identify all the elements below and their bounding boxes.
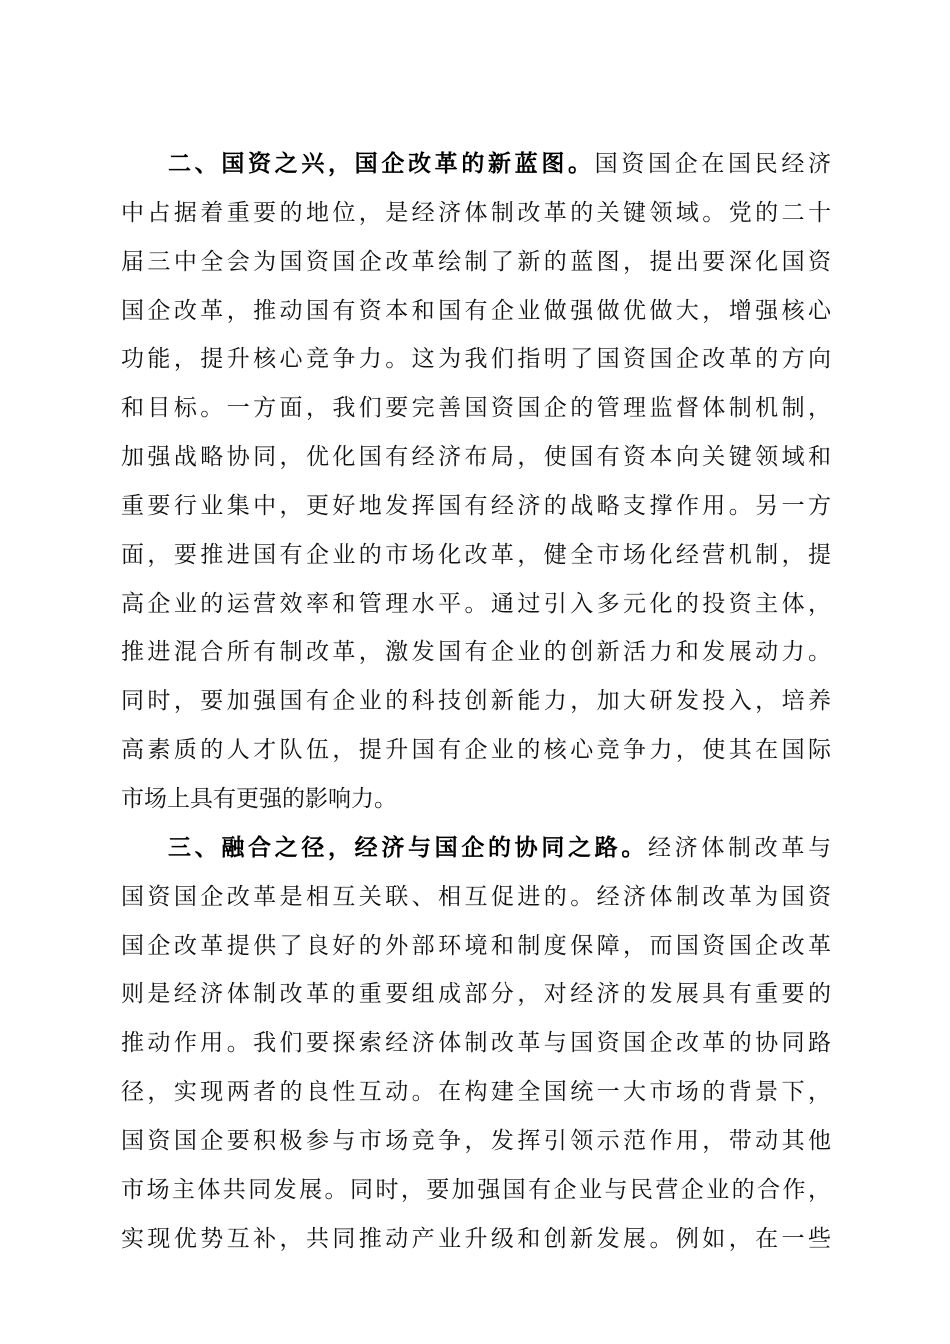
paragraph-line: 重要行业集中，更好地发挥国有经济的战略支撑作用。另一方 [121, 492, 831, 519]
section-heading: 三、融合之径，经济与国企的协同之路。 [168, 834, 648, 861]
paragraph-line: 国企改革提供了良好的外部环境和制度保障，而国资国企改革 [121, 932, 831, 959]
paragraph-text: 国资国企在国民经济 [594, 151, 832, 177]
paragraph-line: 市场上具有更强的影响力。 [121, 785, 397, 812]
paragraph-line: 推动作用。我们要探索经济体制改革与国资国企改革的协同路 [121, 1030, 831, 1057]
paragraph-line: 高企业的运营效率和管理水平。通过引入多元化的投资主体， [121, 590, 831, 617]
paragraph-line: 加强战略协同，优化国有经济布局，使国有资本向关键领域和 [121, 444, 831, 471]
document-body [121, 140, 831, 1263]
paragraph-line: 市场主体共同发展。同时，要加强国有企业与民营企业的合作， [121, 1176, 831, 1203]
paragraph-line: 径，实现两者的良性互动。在构建全国统一大市场的背景下， [121, 1079, 831, 1106]
paragraph-line: 推进混合所有制改革，激发国有企业的创新活力和发展动力。 [121, 639, 831, 666]
paragraph-line: 国资国企改革是相互关联、相互促进的。经济体制改革为国资 [121, 883, 831, 910]
paragraph-line: 中占据着重要的地位，是经济体制改革的关键领域。党的二十 [121, 199, 831, 226]
paragraph-line: 同时，要加强国有企业的科技创新能力，加大研发投入，培养 [121, 688, 831, 715]
paragraph-line: 届三中全会为国资国企改革绘制了新的蓝图，提出要深化国资 [121, 248, 831, 275]
paragraph-line: 国企改革，推动国有资本和国有企业做强做优做大，增强核心 [121, 297, 831, 324]
paragraph-line: 高素质的人才队伍，提升国有企业的核心竞争力，使其在国际 [121, 737, 831, 764]
paragraph-line [121, 824, 831, 873]
paragraph-line: 和目标。一方面，我们要完善国资国企的管理监督体制机制， [121, 395, 831, 422]
paragraph-line [121, 140, 831, 189]
paragraph-line: 功能，提升核心竞争力。这为我们指明了国资国企改革的方向 [121, 346, 831, 373]
section-heading: 二、国资之兴，国企改革的新蓝图。 [168, 151, 595, 177]
paragraph-text: 经济体制改革与 [648, 834, 832, 861]
paragraph-line: 则是经济体制改革的重要组成部分，对经济的发展具有重要的 [121, 981, 831, 1008]
paragraph-line: 国资国企要积极参与市场竞争，发挥引领示范作用，带动其他 [121, 1127, 831, 1154]
paragraph-line: 面，要推进国有企业的市场化改革，健全市场化经营机制，提 [121, 541, 831, 568]
paragraph-line: 实现优势互补，共同推动产业升级和创新发展。例如，在一些 [121, 1225, 831, 1252]
